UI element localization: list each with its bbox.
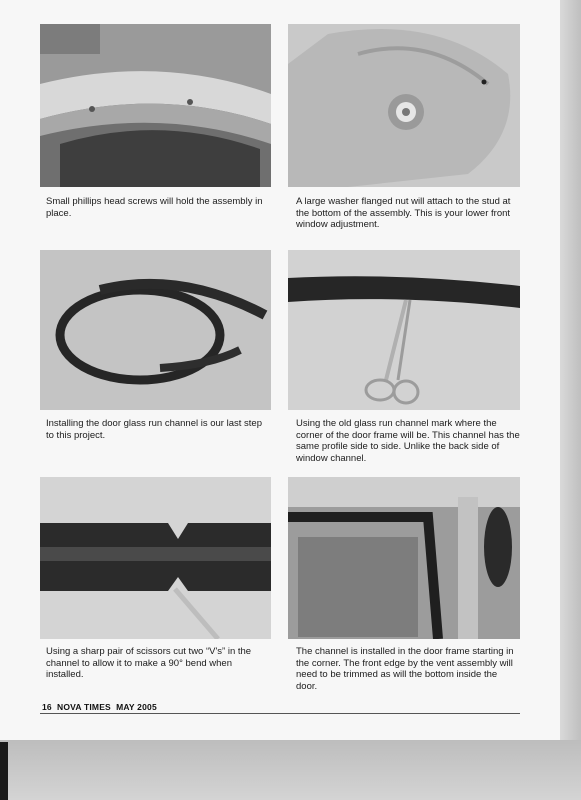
photo-window-frame-screws bbox=[40, 24, 271, 187]
photo-flanged-nut bbox=[288, 24, 520, 187]
caption-v-cuts: Using a sharp pair of scissors cut two “V's” in the channel to allow it to make a 90° bend when installed. bbox=[46, 646, 252, 680]
scanner-bed-bottom bbox=[0, 740, 581, 800]
photo-v-cuts bbox=[40, 477, 271, 639]
photo-channel-mark bbox=[288, 250, 520, 410]
page-edge-right bbox=[560, 0, 581, 742]
publication-name: NOVA TIMES bbox=[56, 702, 111, 712]
footer-rule bbox=[40, 713, 520, 714]
caption-channel-mark: Using the old glass run channel mark where the corner of the door frame will be. This channel has the same profile side to side. Unlike the back side of window channel. bbox=[296, 418, 520, 464]
page-footer bbox=[42, 702, 157, 712]
caption-channel-installed: The channel is installed in the door frame starting in the corner. The front edge by the vent assembly will need to be trimmed as will the bottom inside the door. bbox=[296, 646, 514, 692]
caption-coiled-channel: Installing the door glass run channel is our last step to this project. bbox=[46, 418, 262, 441]
scanner-edge-dark bbox=[0, 742, 8, 800]
photo-coiled-channel bbox=[40, 250, 271, 410]
page-number: 16 bbox=[42, 702, 52, 712]
photo-channel-installed bbox=[288, 477, 520, 639]
caption-screws: Small phillips head screws will hold the assembly in place. bbox=[46, 196, 263, 219]
caption-flanged-nut: A large washer flanged nut will attach to the stud at the bottom of the assembly. This is your lower front window adjustment. bbox=[296, 196, 511, 230]
issue-date: MAY 2005 bbox=[116, 702, 157, 712]
